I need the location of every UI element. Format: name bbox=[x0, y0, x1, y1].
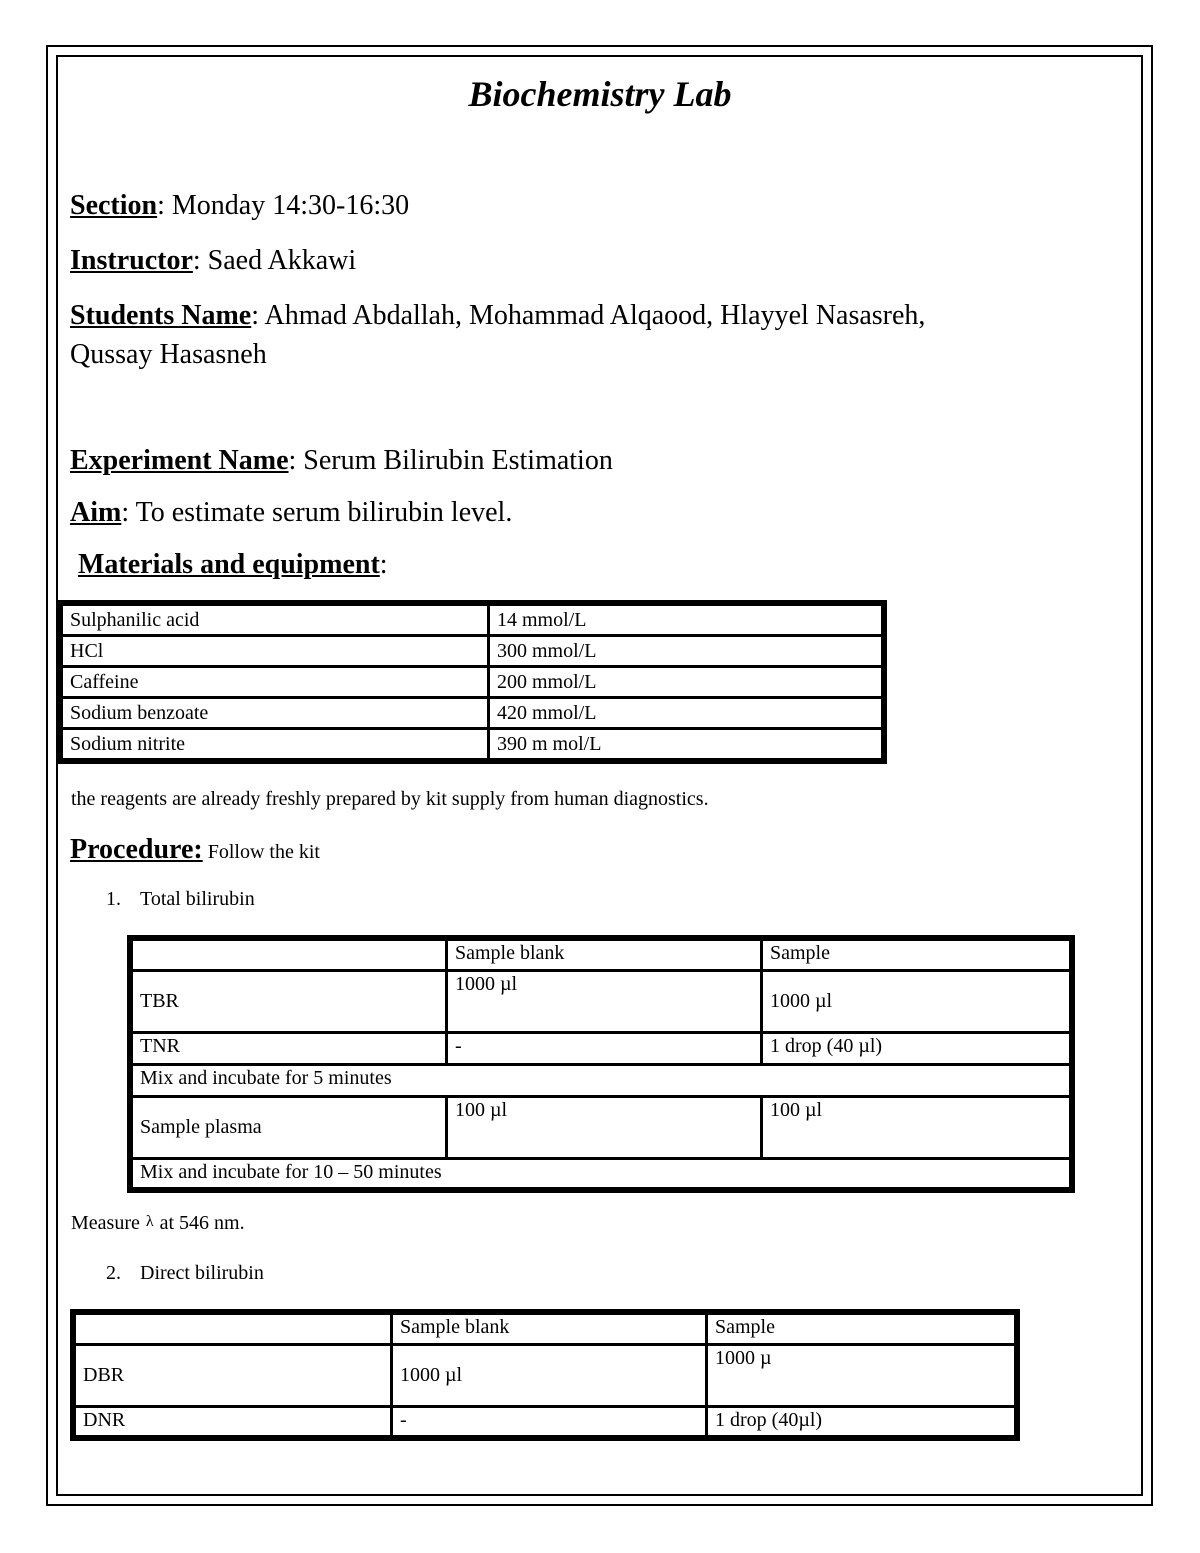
table-row bbox=[60, 636, 884, 667]
table-cell: 1000 µl bbox=[762, 970, 1073, 1032]
procedure-value: Follow the kit bbox=[202, 841, 320, 863]
table-row bbox=[73, 1312, 1017, 1344]
reagent-concentration: 420 mmol/L bbox=[489, 698, 885, 729]
table-row bbox=[73, 1344, 1017, 1406]
table-cell: 100 µl bbox=[762, 1096, 1073, 1158]
table-cell: 1 drop (40µl) bbox=[707, 1406, 1018, 1438]
measure-text: Measure bbox=[71, 1212, 140, 1234]
table-cell: TBR bbox=[130, 970, 447, 1032]
table-header-cell: Sample bbox=[762, 938, 1073, 970]
list-item-text: Total bilirubin bbox=[140, 888, 255, 910]
table-cell: 1000 µl bbox=[392, 1344, 707, 1406]
section-label: Section bbox=[70, 190, 158, 221]
table-cell: Mix and incubate for 5 minutes bbox=[130, 1064, 1072, 1096]
direct-bilirubin-table bbox=[70, 1309, 1020, 1441]
reagent-concentration: 14 mmol/L bbox=[489, 603, 885, 636]
measure-line bbox=[71, 1212, 245, 1235]
procedure-line bbox=[70, 831, 320, 871]
aim-line bbox=[70, 494, 512, 532]
table-header-cell bbox=[73, 1312, 392, 1344]
aim-label: Aim bbox=[70, 497, 122, 528]
materials-table bbox=[57, 600, 887, 764]
page-title: Biochemistry Lab bbox=[468, 74, 732, 114]
students-label: Students Name bbox=[70, 300, 252, 331]
students-value: : Ahmad Abdallah, Mohammad Alqaood, Hlayyel Nasasreh, bbox=[251, 300, 926, 331]
materials-suffix: : bbox=[379, 549, 388, 580]
section-value: : Monday 14:30-16:30 bbox=[157, 190, 410, 221]
instructor-label: Instructor bbox=[70, 245, 193, 276]
reagent-name: Sodium benzoate bbox=[60, 698, 489, 729]
table-cell: 1 drop (40 µl) bbox=[762, 1032, 1073, 1064]
experiment-value: : Serum Bilirubin Estimation bbox=[288, 445, 613, 476]
table-row bbox=[130, 938, 1072, 970]
table-header-cell bbox=[130, 938, 447, 970]
table-row bbox=[60, 698, 884, 729]
table-cell: Mix and incubate for 10 – 50 minutes bbox=[130, 1158, 1072, 1190]
materials-label: Materials and equipment bbox=[78, 549, 380, 580]
total-bilirubin-table bbox=[127, 935, 1075, 1193]
table-row bbox=[60, 667, 884, 698]
direct-bilirubin-heading bbox=[106, 1262, 264, 1285]
table-row bbox=[130, 970, 1072, 1032]
table-header-cell: Sample blank bbox=[447, 938, 762, 970]
reagent-concentration: 200 mmol/L bbox=[489, 667, 885, 698]
table-cell: - bbox=[447, 1032, 762, 1064]
students-line-2: Qussay Hasasneh bbox=[70, 339, 267, 370]
list-item-text: Direct bilirubin bbox=[140, 1262, 264, 1284]
list-number: 2. bbox=[106, 1262, 121, 1284]
list-number: 1. bbox=[106, 888, 121, 910]
table-row bbox=[130, 1096, 1072, 1158]
table-cell: DBR bbox=[73, 1344, 392, 1406]
table-cell: - bbox=[392, 1406, 707, 1438]
table-row bbox=[130, 1158, 1072, 1190]
table-header-cell: Sample blank bbox=[392, 1312, 707, 1344]
table-cell: Sample plasma bbox=[130, 1096, 447, 1158]
instructor-line bbox=[70, 242, 356, 280]
lambda-symbol: λ bbox=[145, 1213, 154, 1230]
reagent-name: Caffeine bbox=[60, 667, 489, 698]
experiment-label: Experiment Name bbox=[70, 445, 289, 476]
table-cell: 1000 µl bbox=[447, 970, 762, 1032]
table-row bbox=[130, 1064, 1072, 1096]
table-row bbox=[60, 729, 884, 762]
instructor-value: : Saed Akkawi bbox=[192, 245, 357, 276]
reagent-name: Sulphanilic acid bbox=[60, 603, 489, 636]
table-row bbox=[60, 603, 884, 636]
aim-value: : To estimate serum bilirubin level. bbox=[121, 497, 513, 528]
total-bilirubin-heading bbox=[106, 888, 255, 911]
table-header-cell: Sample bbox=[707, 1312, 1018, 1344]
procedure-label: Procedure: bbox=[70, 834, 203, 865]
reagent-name: HCl bbox=[60, 636, 489, 667]
reagent-concentration: 300 mmol/L bbox=[489, 636, 885, 667]
table-cell: 1000 µ bbox=[707, 1344, 1018, 1406]
reagent-concentration: 390 m mol/L bbox=[489, 729, 885, 762]
materials-line bbox=[78, 546, 388, 584]
table-cell: 100 µl bbox=[447, 1096, 762, 1158]
reagents-note: the reagents are already freshly prepared by kit supply from human diagnostics. bbox=[71, 788, 709, 810]
section-line bbox=[70, 187, 409, 225]
reagent-name: Sodium nitrite bbox=[60, 729, 489, 762]
measure-wavelength: at 546 nm. bbox=[159, 1212, 245, 1234]
students-line bbox=[70, 297, 925, 335]
table-row bbox=[73, 1406, 1017, 1438]
experiment-line bbox=[70, 442, 613, 480]
table-cell: TNR bbox=[130, 1032, 447, 1064]
table-row bbox=[130, 1032, 1072, 1064]
table-cell: DNR bbox=[73, 1406, 392, 1438]
